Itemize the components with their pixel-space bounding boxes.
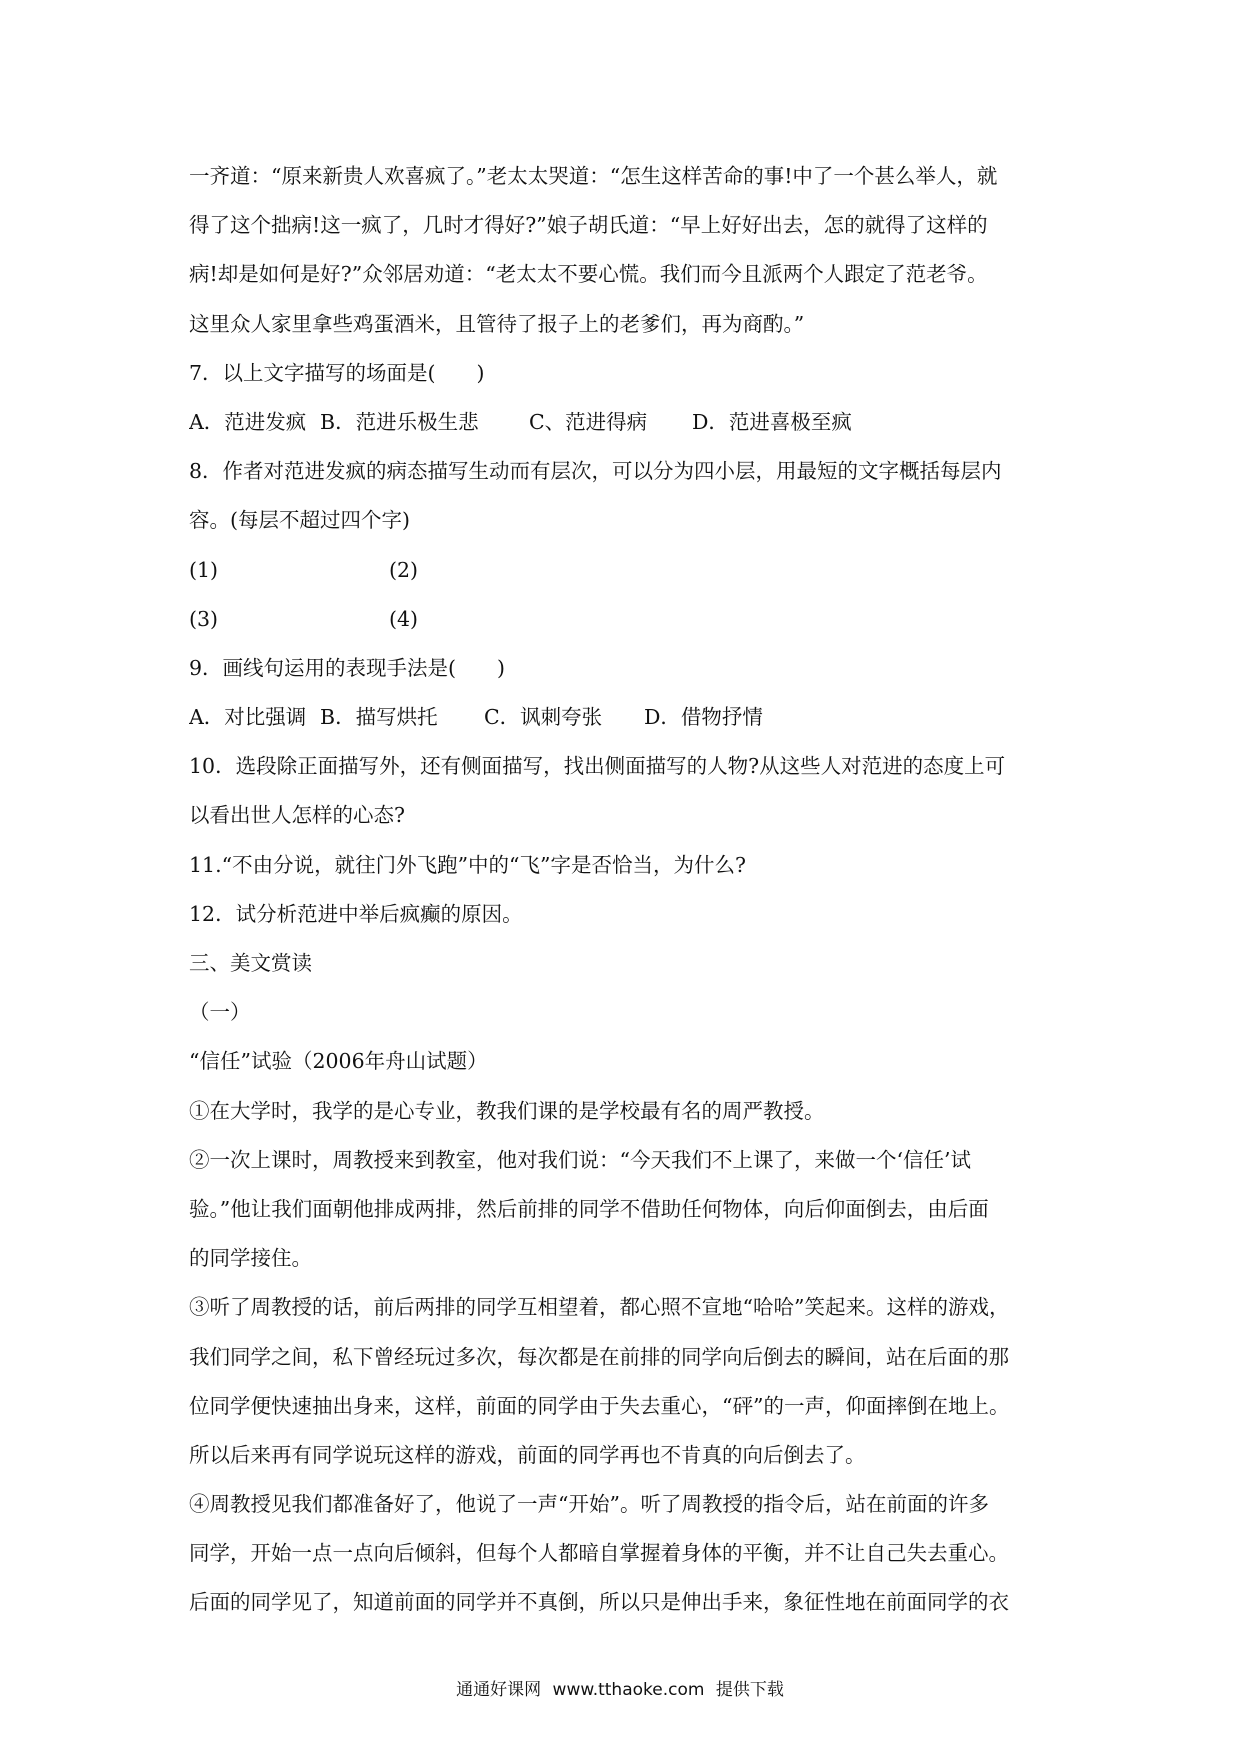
question-10-stem: 10．选段除正面描写外，还有侧面描写，找出侧面描写的人物?从这些人对范进的态度上可 [189,754,1006,779]
question-10 [189,742,1061,840]
passage-line: 病!却是如何是好?”众邻居劝道：“老太太不要心慌。我们而今且派两个人跟定了范老爷。 [189,262,988,287]
option-b: B．范进乐极生悲 [320,409,479,434]
question-9 [189,644,1061,742]
question-7-options [189,398,1061,447]
option-d: D．范进喜极至疯 [692,409,852,434]
passage-line: 得了这个拙病!这一疯了，几时才得好?”娘子胡氏道：“早上好好出去，怎的就得了这样的 [189,213,988,238]
article-paragraph-3 [189,1283,1061,1480]
section-heading: 三、美文赏读 [189,951,312,975]
passage-excerpt [189,152,1061,349]
answer-blank-4: (4) [389,606,419,631]
question-12: 12．试分析范进中举后疯癫的原因。 [189,901,523,926]
paragraph-line: 同学，开始一点一点向后倾斜，但每个人都暗自掌握着身体的平衡，并不让自己失去重心。 [189,1541,1009,1566]
option-c: C、范进得病 [529,409,648,434]
paragraph-line: ①在大学时，我学的是心专业，教我们课的是学校最有名的周严教授。 [189,1098,825,1123]
option-b: B．描写烘托 [320,705,438,730]
answer-blank-row [189,546,1061,595]
document-body [189,152,1061,1628]
footer-note: 提供下载 [715,1680,784,1700]
option-c: C．讽刺夸张 [484,705,603,730]
answer-blank-3: (3) [189,606,219,631]
question-11: 11.“不由分说，就往门外飞跑”中的“飞”字是否恰当，为什么? [189,852,747,877]
article-paragraph-4 [189,1480,1061,1628]
paragraph-line: 后面的同学见了，知道前面的同学并不真倒，所以只是伸出手来，象征性地在前面同学的衣 [189,1590,1009,1615]
paragraph-line: 位同学便快速抽出身来，这样，前面的同学由于失去重心，“砰”的一声，仰面摔倒在地上。 [189,1393,1010,1418]
paragraph-line: ②一次上课时，周教授来到教室，他对我们说：“今天我们不上课了，来做一个‘信任’试 [189,1147,972,1172]
answer-blank-2: (2) [389,557,419,582]
footer-url-link[interactable]: www.tthaoke.com [552,1680,705,1700]
question-9-stem: 9．画线句运用的表现手法是( ) [189,655,506,680]
page-footer [0,1675,1240,1700]
option-d: D．借物抒情 [644,705,763,730]
question-7-stem: 7．以上文字描写的场面是( ) [189,360,485,385]
paragraph-line: 验。”他让我们面朝他排成两排，然后前排的同学不借助任何物体，向后仰面倒去，由后面 [189,1196,989,1221]
section-part-label: （一） [189,1000,251,1025]
question-8-stem: 容。(每层不超过四个字) [189,508,410,533]
passage-line: 一齐道：“原来新贵人欢喜疯了。”老太太哭道：“怎生这样苦命的事!中了一个甚么举人，就 [189,164,998,188]
question-10-stem: 以看出世人怎样的心态? [189,803,405,828]
question-9-options [189,693,1061,742]
option-a: A．范进发疯 [189,409,307,434]
footer-site-name: 通通好课网 [456,1680,542,1700]
option-a: A．对比强调 [189,705,307,730]
question-7 [189,349,1061,447]
paragraph-line: ③听了周教授的话，前后两排的同学互相望着，都心照不宣地“哈哈”笑起来。这样的游戏， [189,1295,1010,1320]
question-8 [189,447,1061,644]
paragraph-line: 的同学接住。 [189,1246,312,1271]
answer-blank-1: (1) [189,557,219,582]
paragraph-line: 我们同学之间，私下曾经玩过多次，每次都是在前排的同学向后倒去的瞬间，站在后面的那 [189,1344,1009,1369]
answer-blank-row [189,595,1061,644]
passage-line: 这里众人家里拿些鸡蛋酒米，且管待了报子上的老爹们，再为商酌。” [189,311,805,336]
paragraph-line: 所以后来再有同学说玩这样的游戏，前面的同学再也不肯真的向后倒去了。 [189,1442,866,1467]
question-8-stem: 8．作者对范进发疯的病态描写生动而有层次，可以分为四小层，用最短的文字概括每层内 [189,459,1002,484]
paragraph-line: ④周教授见我们都准备好了，他说了一声“开始”。听了周教授的指令后，站在前面的许多 [189,1492,989,1517]
article-paragraph-1 [189,1087,1061,1136]
article-title: “信任”试验（2006年舟山试题） [189,1049,488,1074]
article-paragraph-2 [189,1136,1061,1284]
